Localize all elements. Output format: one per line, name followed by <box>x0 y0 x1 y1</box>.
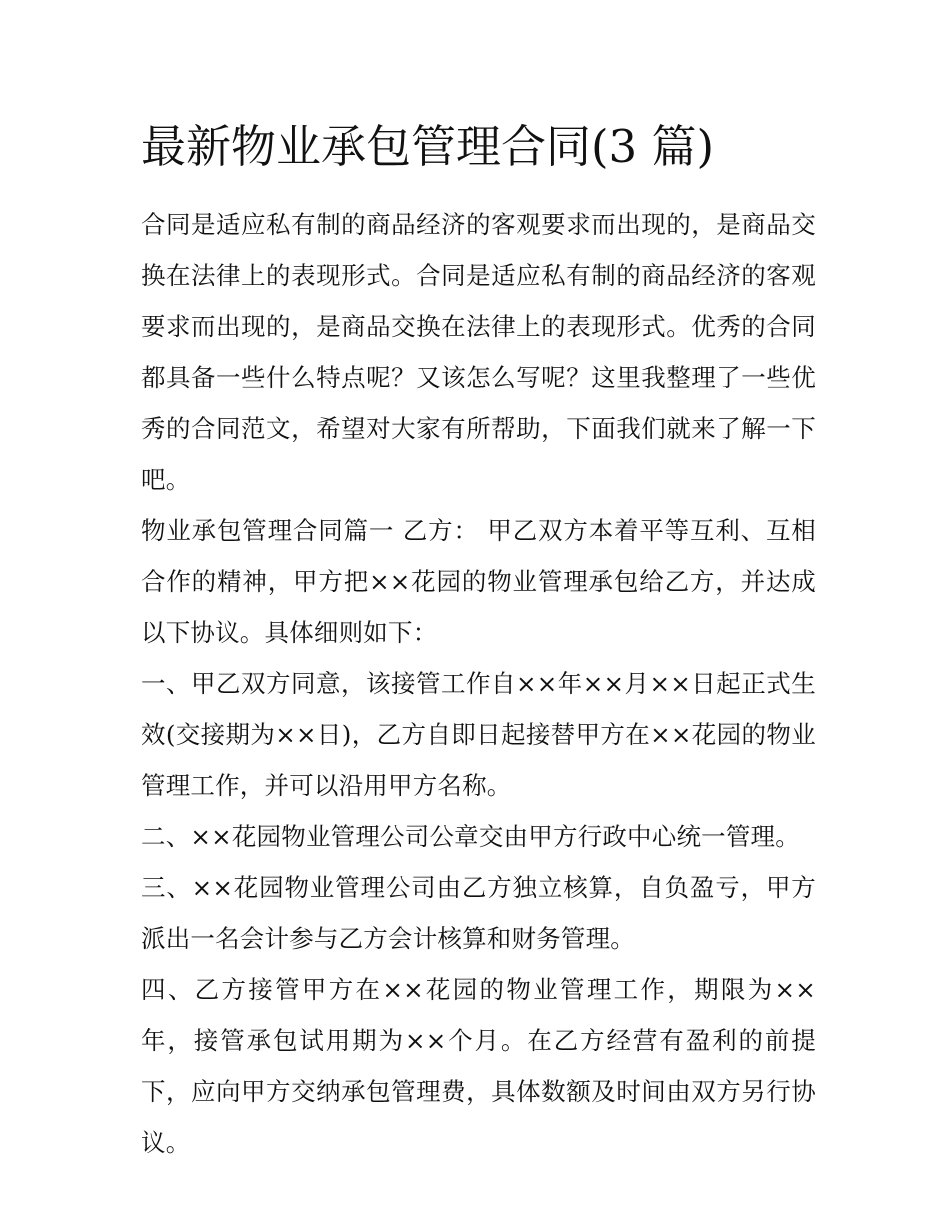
clause-3: 三、××花园物业管理公司由乙方独立核算，自负盈亏，甲方派出一名会计参与乙方会计核算和财务管理。 <box>141 873 816 953</box>
document-body <box>141 114 816 1168</box>
intro-paragraph: 合同是适应私有制的商品经济的客观要求而出现的，是商品交换在法律上的表现形式。合同是适应私有制的商品经济的客观要求而出现的，是商品交换在法律上的表现形式。优秀的合同都具备一些什么特点呢？又该怎么写呢？这里我整理了一些优秀的合同范文，希望对大家有所帮助，下面我们就来了解一下吧。 <box>141 210 816 494</box>
document-title: 最新物业承包管理合同(3 篇) <box>141 120 715 173</box>
clause-2: 二、××花园物业管理公司公章交由甲方行政中心统一管理。 <box>141 822 800 851</box>
clause-4: 四、乙方接管甲方在××花园的物业管理工作，期限为××年，接管承包试用期为××个月。在乙方经营有盈利的前提下，应向甲方交纳承包管理费，具体数额及时间由双方另行协议。 <box>141 975 816 1157</box>
clause-1: 一、甲乙双方同意，该接管工作自××年××月××日起正式生效(交接期为××日)，乙方自即日起接替甲方在××花园的物业管理工作，并可以沿用甲方名称。 <box>141 669 816 800</box>
contract-preamble: 物业承包管理合同篇一 乙方： 甲乙双方本着平等互利、互相合作的精神，甲方把××花园的物业管理承包给乙方，并达成以下协议。具体细则如下： <box>141 516 816 647</box>
